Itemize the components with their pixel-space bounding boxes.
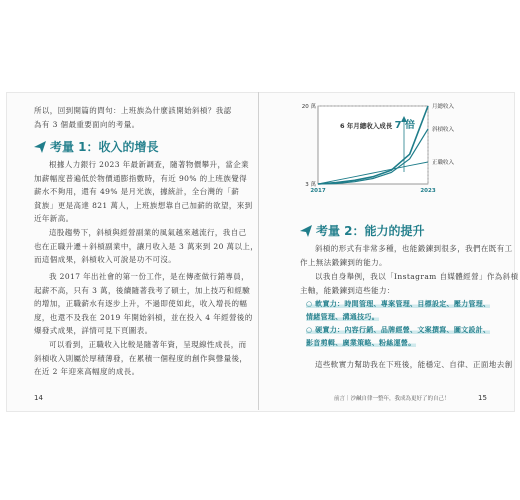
- hard-skills-line-1: ○ 硬實力：內容行銷、品牌經營、文案撰寫、圖文設計、: [306, 326, 491, 334]
- text-line: 所以，回到開篇的問句：上班族為什麼該開始斜槓？我認: [34, 106, 232, 115]
- text-line: 這些軟實力幫助我在下班後，能穩定、自律、正面地去創: [315, 360, 513, 369]
- plot-frame: [318, 106, 428, 184]
- paragraph-benefit: [300, 358, 513, 372]
- paper-plane-icon: [300, 225, 312, 237]
- text-line: 貧族」更是高達 821 萬人，上班族想靠自己加薪的欲望，來到: [34, 200, 253, 210]
- y-tick-label: 3 萬: [305, 182, 316, 188]
- text-line: 也在正職升遷＋斜槓副業中，讓月收入是 3 萬來到 20 萬以上，: [34, 241, 259, 251]
- text-line: 薪水不夠用，還有 49% 是月光族，據統計，全台灣的「薪: [34, 187, 240, 196]
- series-label: 正職收入: [432, 159, 455, 166]
- text-line: 加薪幅度普遍低於物價通膨指數時，有近 90% 的上班族覺得: [34, 173, 248, 183]
- section-heading-1: [34, 138, 159, 155]
- x-tick-label: 2017: [310, 188, 326, 194]
- income-growth-chart: [298, 102, 478, 202]
- text-line: 度，也還不及我在 2019 年開始斜槓，並在投入 4 年經營後的: [34, 312, 253, 322]
- text-line: 而這個成果，斜槓收入可說是功不可沒。: [34, 255, 177, 264]
- x-tick-label: 2023: [420, 188, 436, 194]
- hard-skills-line-2: 影音剪輯、廣業策略、粉絲運營。: [306, 339, 416, 347]
- page-number-right: 15: [478, 394, 487, 402]
- text-line: 斜槓收入則屬於厚積薄發，在累積一個程度的創作與聲量後，: [34, 353, 248, 363]
- page-number-left: 14: [34, 394, 43, 402]
- book-gutter: [258, 92, 259, 410]
- text-line: 我 2017 年出社會的第一份工作，是在傳產做行銷專員，: [49, 272, 250, 281]
- paper-plane-icon: [34, 141, 46, 153]
- chart-axes: [318, 106, 428, 184]
- chart-title: 6 年月總收入成長 7 倍: [340, 120, 416, 131]
- text-line: 可以看到，正職收入比較是隨著年資，呈現線性成長，而: [49, 340, 247, 349]
- text-line: 起薪不高，只有 3 萬，後續隨著我考了碩士，加上技巧和經驗: [34, 285, 251, 295]
- text-line: 根據人力銀行 2023 年最新調查，隨著物價攀升，當企業: [49, 160, 250, 169]
- text-line: 近年新高。: [34, 214, 74, 223]
- text-line: 這股趨勢下，斜槓與經營副業的風氣越來越流行，我自己: [49, 228, 247, 237]
- soft-skills-line-1: ○ 軟實力：時間管理、專案管理、目標設定、壓力管理、: [306, 300, 491, 308]
- text-line: 為有 3 個最重要面向的考量。: [34, 119, 140, 129]
- heading-text: 考量 2：能力的提升: [316, 224, 425, 238]
- paragraph-example: [300, 270, 519, 297]
- text-line: 斜槓的形式有非常多種，也能鍛鍊到很多，我們在既有工: [315, 244, 513, 253]
- paragraph-growth: [34, 338, 254, 379]
- text-line: 的增加，正職薪水有逐步上升，不過即使如此，收入增長的幅: [34, 299, 248, 308]
- series-label: 月總收入: [432, 104, 455, 110]
- intro-paragraph: [34, 104, 232, 131]
- skills-highlight-list: [306, 298, 490, 350]
- y-tick-label: 20 萬: [301, 104, 316, 110]
- paragraph-survey: [34, 158, 254, 226]
- paragraph-trend: [34, 226, 259, 267]
- running-head: 前言｜沙鹹自律一整年，我成為更好了的自己！: [334, 396, 450, 402]
- chart-title-multiplier: 7 倍: [394, 120, 416, 131]
- text-line: 爆發式成果，詳情可見下頁圖表。: [34, 326, 153, 335]
- section-heading-2: [300, 222, 425, 239]
- text-line: 以我自身舉例，我以「Instagram 自媒體經營」作為斜槓: [315, 272, 519, 281]
- text-line: 作上無法鍛鍊到的能力。: [300, 257, 387, 267]
- heading-text: 考量 1：收入的增長: [50, 140, 159, 154]
- series-label: 斜槓收入: [432, 126, 455, 133]
- paragraph-ability: [300, 242, 513, 269]
- text-line: 主軸，能鍛鍊到這些能力：: [300, 285, 395, 295]
- soft-skills-line-2: 情緒管理、溝通技巧。: [306, 313, 379, 321]
- text-line: 在近 2 年迎來高幅度的成長。: [34, 367, 140, 376]
- paragraph-career: [34, 270, 254, 338]
